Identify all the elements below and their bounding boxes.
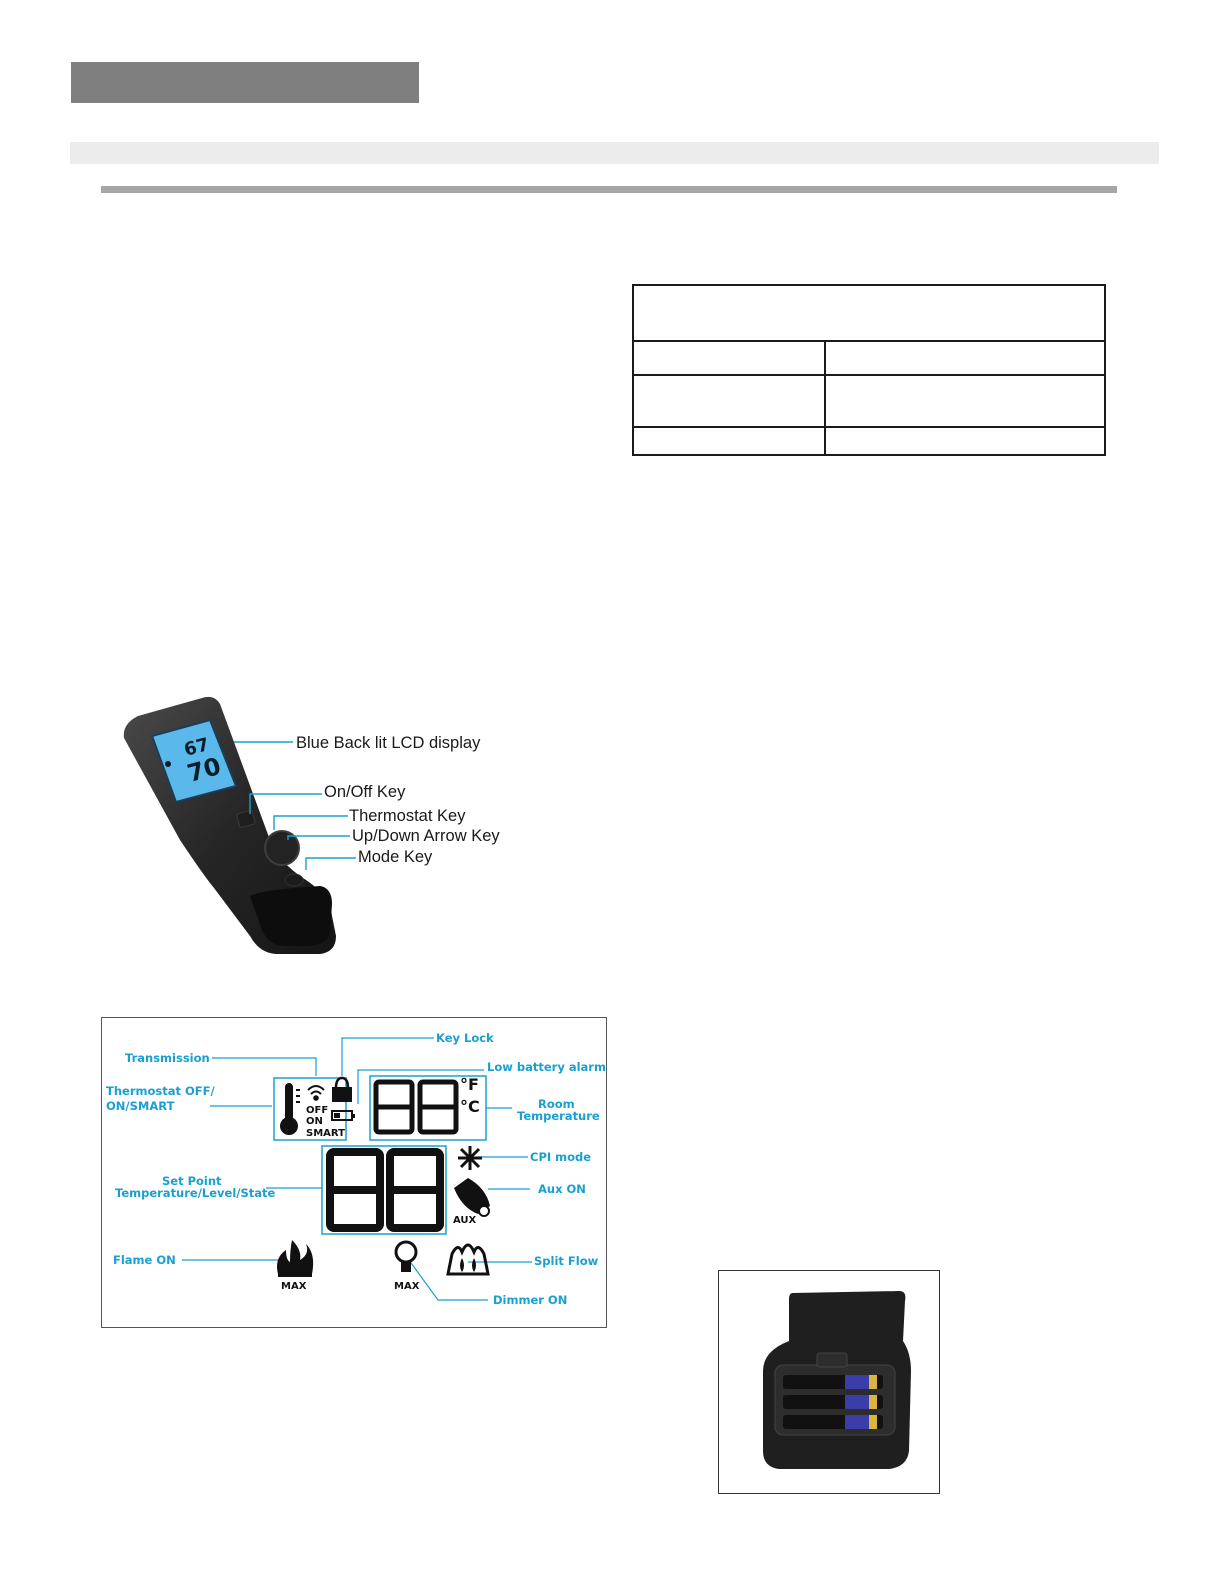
flame-icon xyxy=(277,1240,313,1277)
battery-latch xyxy=(817,1353,847,1367)
spec-cell xyxy=(825,341,1105,375)
lcd-leader-lines xyxy=(182,1038,532,1300)
battery-compartment-illustration xyxy=(719,1271,939,1493)
label-set-point-line2: Temperature/Level/State xyxy=(115,1186,276,1200)
lcd-legend-figure xyxy=(101,1017,607,1328)
remote-thermo-icon xyxy=(165,761,171,767)
label-thermostat-line1: Thermostat OFF/ xyxy=(106,1084,215,1098)
label-low-battery: Low battery alarm xyxy=(487,1060,606,1074)
label-transmission: Transmission xyxy=(125,1051,210,1065)
dimmer-bulb-icon xyxy=(396,1242,416,1272)
thermostat-on-text: ON xyxy=(306,1116,323,1127)
thermostat-smart-text: SMART xyxy=(306,1128,345,1139)
spec-cell xyxy=(633,341,825,375)
label-room-line2: Temperature xyxy=(517,1109,600,1123)
spec-table-header xyxy=(633,285,1105,341)
dimmer-max-text: MAX xyxy=(394,1281,420,1292)
mode-key[interactable] xyxy=(285,874,303,886)
split-flow-icon xyxy=(448,1245,488,1274)
label-split-flow: Split Flow xyxy=(534,1254,599,1268)
transmission-icon xyxy=(308,1086,324,1100)
low-battery-icon xyxy=(332,1111,355,1120)
callout-thermostat-key: Thermostat Key xyxy=(349,807,466,825)
label-cpi-mode: CPI mode xyxy=(530,1150,592,1164)
thermometer-icon xyxy=(280,1083,300,1135)
set-point-digits xyxy=(330,1152,440,1228)
label-key-lock: Key Lock xyxy=(436,1031,494,1045)
remote-figure xyxy=(110,690,530,965)
callout-updown-key: Up/Down Arrow Key xyxy=(352,827,500,845)
spec-cell xyxy=(825,427,1105,455)
remote-digits-main: 70 xyxy=(184,752,224,788)
cpi-snowflake-icon xyxy=(458,1146,482,1170)
section-bar xyxy=(70,142,1159,164)
aaa-batteries xyxy=(783,1375,883,1429)
label-room-line1: Room xyxy=(538,1097,575,1111)
callout-on-off-key: On/Off Key xyxy=(324,783,406,801)
flame-max-text: MAX xyxy=(281,1281,307,1292)
thermostat-off-text: OFF xyxy=(306,1105,329,1116)
remote-digits-top: 67 xyxy=(181,734,212,761)
spec-cell xyxy=(633,375,825,427)
aux-icon xyxy=(454,1178,490,1216)
celsius-text: °C xyxy=(460,1097,480,1116)
callout-lcd-display: Blue Back lit LCD display xyxy=(296,734,481,752)
label-dimmer-on: Dimmer ON xyxy=(493,1293,568,1307)
room-temp-digits xyxy=(376,1082,456,1132)
spec-cell xyxy=(633,427,825,455)
key-lock-icon xyxy=(332,1078,352,1102)
label-aux-on: Aux ON xyxy=(538,1182,586,1196)
spec-cell xyxy=(825,375,1105,427)
label-flame-on: Flame ON xyxy=(113,1253,176,1267)
battery-compartment-figure xyxy=(718,1270,940,1494)
aux-text: AUX xyxy=(453,1215,477,1226)
spec-table xyxy=(632,284,1106,456)
section-rule xyxy=(101,186,1117,193)
label-thermostat-line2: ON/SMART xyxy=(106,1099,175,1113)
callout-mode-key: Mode Key xyxy=(358,848,433,866)
fahrenheit-text: °F xyxy=(460,1075,479,1094)
label-set-point-line1: Set Point xyxy=(162,1174,222,1188)
header-tab-bar xyxy=(71,62,419,103)
